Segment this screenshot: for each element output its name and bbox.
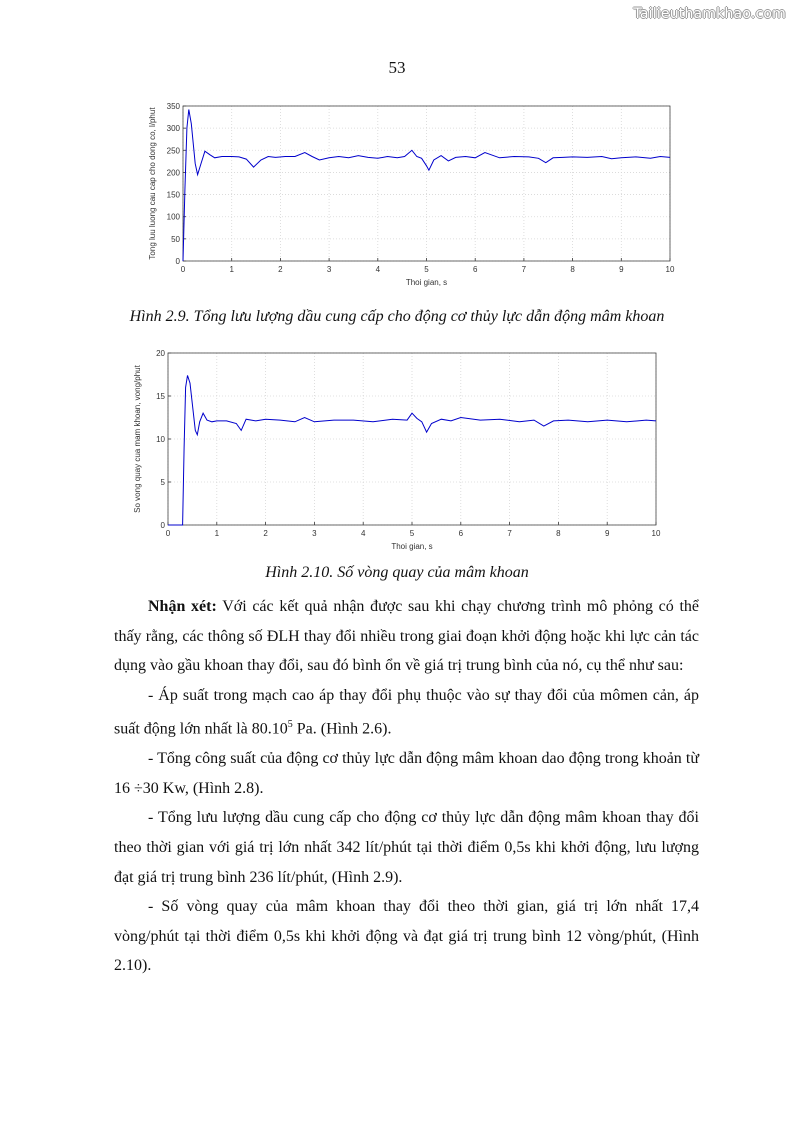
y-tick-label: 5 [160, 478, 165, 487]
x-tick-label: 1 [214, 529, 220, 538]
x-tick-label: 4 [360, 529, 366, 538]
x-tick-label: 0 [165, 529, 171, 538]
y-tick-label: 150 [166, 190, 180, 200]
paragraph-power: - Tổng công suất của động cơ thủy lực dẫn động mâm khoan dao động trong khoản từ 16 ÷30 Kw, (Hình 2.8). [114, 750, 699, 797]
plot-area [183, 106, 670, 261]
x-tick-label: 3 [312, 529, 317, 538]
paragraph-pressure [114, 681, 699, 745]
x-axis-label: Thoi gian, s [405, 278, 448, 287]
x-tick-label: 2 [278, 265, 283, 274]
paragraph-speed: - Số vòng quay của mâm khoan thay đổi theo thời gian, giá trị lớn nhất 17,4 vòng/phút tại thời điểm 0,5s khi khởi động và đạt giá trị trung bình 12 vòng/phút, (Hình 2.10). [114, 898, 699, 975]
x-tick-label: 8 [556, 529, 561, 538]
y-axis-label: So vong quay cua mam khoan, vong/phut [133, 365, 142, 513]
chart-total-flow [130, 100, 690, 292]
x-tick-label: 5 [409, 529, 415, 538]
y-tick-label: 200 [166, 168, 180, 178]
x-tick-label: 5 [424, 265, 429, 274]
figure-2-9 [130, 100, 690, 292]
x-tick-label: 9 [604, 529, 610, 538]
x-tick-label: 7 [521, 265, 527, 274]
remarks-text: Với các kết quả nhận được sau khi chạy chương trình mô phỏng có thể thấy rằng, các thông số ĐLH thay đổi nhiều trong giai đoạn khởi động hoặc khi lực cản tác dụng vào gầu khoan thay đổi, sau đó bình ổn về giá trị trung bình của nó, cụ thể như sau: [114, 598, 700, 675]
x-tick-label: 2 [263, 529, 268, 538]
y-tick-label: 15 [156, 392, 165, 401]
watermark: Tailieuthamkhao.com [633, 6, 786, 22]
x-tick-label: 1 [229, 265, 234, 274]
chart-drill-speed [130, 345, 690, 555]
x-tick-label: 9 [619, 265, 624, 274]
y-tick-label: 0 [175, 257, 180, 266]
x-tick-label: 6 [458, 529, 464, 538]
y-tick-label: 350 [166, 102, 180, 111]
x-tick-label: 0 [180, 265, 186, 274]
y-tick-label: 50 [171, 234, 180, 244]
y-tick-label: 300 [166, 124, 180, 134]
y-tick-label: 250 [166, 146, 180, 156]
page-number: 53 [388, 58, 406, 77]
y-axis-label: Tong luu luong cau cap cho dong co, l/phut [148, 107, 157, 260]
y-tick-label: 0 [160, 521, 165, 530]
pressure-exponent: 5 [287, 719, 293, 731]
x-tick-label: 8 [570, 265, 575, 274]
caption-figure-2-10: Hình 2.10. Số vòng quay của mâm khoan [265, 564, 529, 581]
paragraph-flow: - Tổng lưu lượng dầu cung cấp cho động cơ thủy lực dẫn động mâm khoan thay đổi theo thời gian với giá trị lớn nhất 342 lít/phút tại thời điểm 0,5s khi khởi động, lưu lượng đạt giá trị trung bình 236 lít/phút, (Hình 2.9). [114, 809, 699, 886]
pressure-text: - Áp suất trong mạch cao áp thay đổi phụ thuộc vào sự thay đổi của mômen cản, áp suất động lớn nhất là 80.10 [114, 686, 699, 738]
x-tick-label: 3 [326, 265, 332, 274]
caption-figure-2-9: Hình 2.9. Tổng lưu lượng dầu cung cấp cho động cơ thủy lực dẫn động mâm khoan [129, 308, 665, 325]
x-tick-label: 7 [507, 529, 512, 538]
y-tick-label: 20 [156, 349, 165, 358]
figure-2-10 [130, 345, 690, 555]
y-tick-label: 10 [156, 435, 165, 444]
x-axis-label: Thoi gian, s [391, 542, 433, 551]
x-tick-label: 4 [375, 265, 381, 274]
paragraph-remarks [114, 592, 699, 681]
pressure-text-end: Pa. (Hình 2.6). [292, 720, 392, 738]
x-tick-label: 6 [472, 265, 478, 274]
x-tick-label: 10 [665, 265, 675, 274]
y-tick-label: 100 [166, 212, 180, 222]
body-text [114, 592, 699, 981]
x-tick-label: 10 [651, 529, 661, 538]
remarks-label: Nhận xét: [148, 598, 217, 615]
